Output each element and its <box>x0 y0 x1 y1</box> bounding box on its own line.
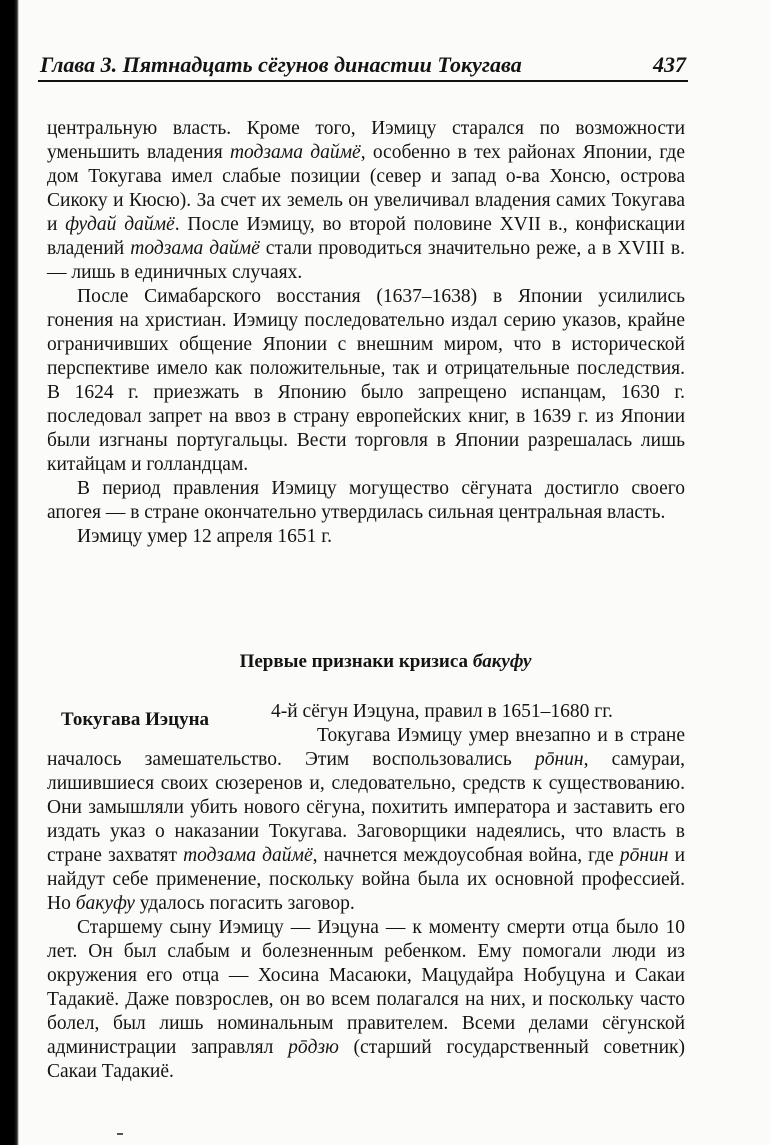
text-run: и найдут себе применение, поскольку война была их основной профессией. Но <box>47 845 686 914</box>
paragraph-5 <box>47 724 685 916</box>
text-run: (старший государственный советник) Сакаи Тадакиё. <box>47 1037 685 1082</box>
chapter-title: Глава 3. Пятнадцать сёгунов династии Токугава <box>40 52 522 77</box>
heading-italic: бакуфу <box>472 651 532 672</box>
text-block-bottom <box>47 724 685 1084</box>
heading-text: Первые признаки кризиса <box>239 651 473 672</box>
paragraph-4: Иэмицу умер 12 апреля 1651 г. <box>77 526 332 547</box>
text-run: , начнется междоусобная война, где <box>312 845 620 866</box>
text-run: центральную власть. Кроме того, Иэмицу старался по возможности уменьшить владения <box>47 118 685 163</box>
term-italic: тодзама даймё <box>130 238 260 259</box>
term-italic: тодзама даймё <box>183 845 313 866</box>
paragraph-2: После Симабарского восстания (1637–1638) в Японии усилились гонения на христиан. Иэмицу последовательно издал серию указов, крайне ограничивших общение Японии с внешним миром, что в исторической перспективе имело как положительные, так и отрицательные последствия. В 1624 г. приезжать в Японию было запрещено испанцам, 1630 г. последовал запрет на ввоз в страну европейских книг, в 1639 г. из Японии были изгнаны португальцы. Вести торговля в Японии разрешалась лишь китайцам и голландцам. <box>47 286 685 475</box>
text-block-top <box>47 117 685 549</box>
text-run: . После Иэмицу, во второй половине XVII в., конфискации владений <box>47 214 685 259</box>
term-italic: бакуфу <box>75 893 135 914</box>
print-speck <box>117 1133 123 1135</box>
text-run: удалось погасить заговор. <box>134 893 355 914</box>
term-italic: рōнин <box>619 845 669 866</box>
term-italic: рōдзю <box>288 1037 339 1058</box>
book-spine-shadow <box>0 0 19 1145</box>
term-italic: тодзама даймё <box>229 142 361 163</box>
paragraph-3: В период правления Иэмицу могущество сёгуната достигло своего апогея — в стране окончательно утвердилась сильная центральная власть. <box>47 478 685 523</box>
text-run: Старшему сыну Иэмицу — Иэцуна — к моменту смерти отца было 10 лет. Он был слабым и болезненным ребенком. Ему помогали люди из окружения его отца — Хосина Масаюки, Мацудайра Нобуцуна и Сакаи Тадакиё. Даже повзрослев, он во всем полагался на них, и поскольку часто болел, был лишь номинальным правителем. Всеми делами сёгунской администрации заправлял <box>47 917 685 1058</box>
term-italic: фудай даймё <box>65 214 175 235</box>
term-italic: рōнин <box>534 749 584 770</box>
text-run: , самураи, лишившиеся своих сюзеренов и, следовательно, средств к существованию. Они замышляли убить нового сёгуна, похитить императора и заставить его издать указ о наказании Токугава. Заговорщики надеялись, что власть в стране захватят <box>47 749 686 866</box>
paragraph-6 <box>47 916 685 1084</box>
paragraph-1 <box>47 117 685 285</box>
shogun-reign: 4-й сёгун Иэцуна, правил в 1651–1680 гг. <box>271 701 613 722</box>
section-heading <box>0 650 771 674</box>
running-header <box>38 50 688 82</box>
text-run: , особенно в тех районах Японии, где дом Токугава имел слабые позиции (север и запад о-ва Хонсю, острова Сикоку и Кюсю). За счет их земель он увеличивал владения самих Токугава и <box>47 142 685 235</box>
text-run: Токугава Иэмицу умер внезапно и в стране началось замешательство. Этим воспользовались <box>47 725 685 770</box>
text-run: стали проводиться значительно реже, а в XVIII в. — лишь в единичных случаях. <box>47 238 685 283</box>
page-number: 437 <box>653 52 686 77</box>
shogun-name: Токугава Иэцуна <box>61 709 210 730</box>
